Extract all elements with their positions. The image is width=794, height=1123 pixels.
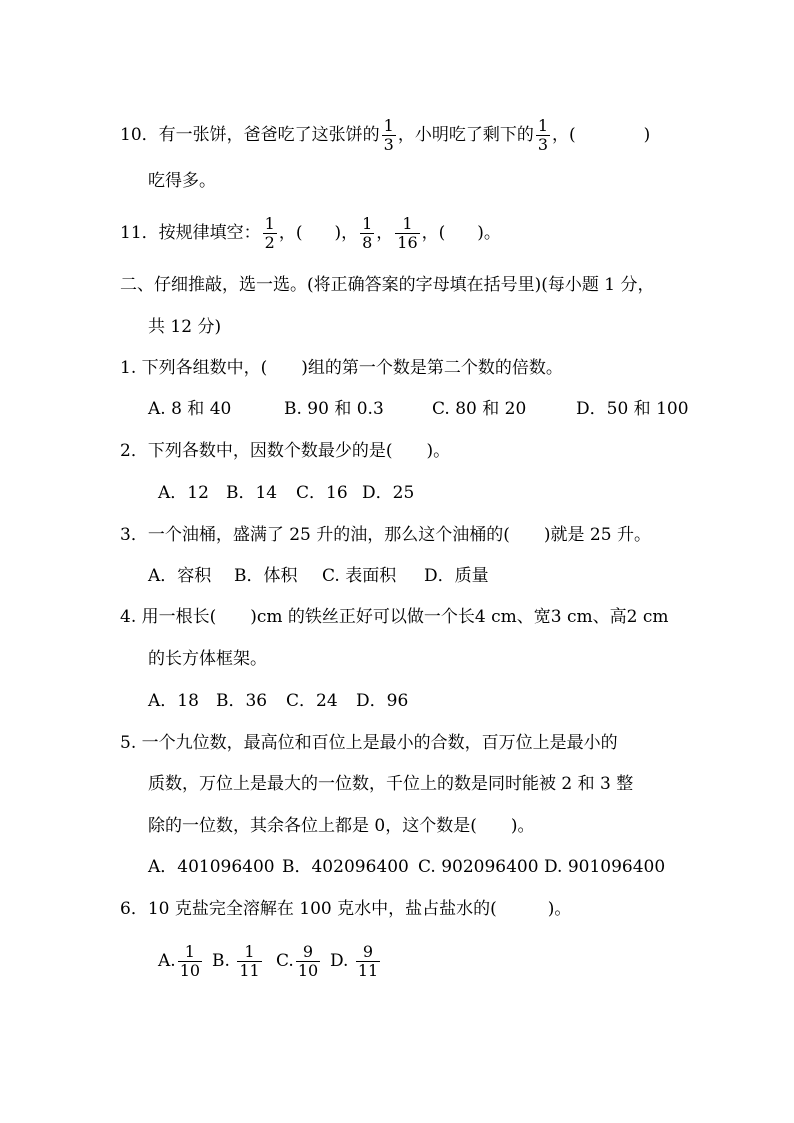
option-c-fraction: $\frac{9}{10}$ (297, 942, 319, 980)
option-c[interactable]: C．16 (296, 483, 348, 503)
option-c[interactable]: C. 表面积 (322, 566, 397, 586)
option-b[interactable]: B．体积 (234, 566, 298, 586)
option-b[interactable]: B. $\frac{1}{11}$ (212, 942, 260, 980)
option-a[interactable]: A．401096400 (148, 857, 275, 877)
option-d[interactable]: D. $\frac{9}{11}$ (330, 942, 379, 980)
q11-text-6: )。 (477, 223, 501, 243)
q10-text-2: ，小明吃了剩下的 (397, 125, 534, 145)
question-6: 6．10 克盐完全溶解在 100 克水中，盐占盐水的( )。 (120, 899, 572, 919)
q10-text-1: 10．有一张饼，爸爸吃了这张饼的 (120, 125, 380, 145)
option-a[interactable]: A．18 (148, 691, 199, 711)
question-5-line-3: 除的一位数，其余各位上都是 0，这个数是( )。 (148, 816, 535, 836)
option-a[interactable]: A. $\frac{1}{10}$ (158, 942, 201, 980)
option-d[interactable]: D．96 (356, 691, 409, 711)
q11-text-2: ，( (278, 223, 303, 243)
question-1-options (148, 398, 689, 420)
question-4-options (148, 690, 408, 712)
question-5-options (148, 856, 665, 878)
q11-fraction-3: $\frac{1}{16}$ (397, 214, 418, 252)
question-11 (120, 214, 501, 252)
q10-fraction-2: $\frac{1}{3}$ (537, 116, 549, 154)
question-2: 2．下列各数中，因数个数最少的是( )。 (120, 441, 451, 461)
question-10-line-2: 吃得多。 (148, 171, 216, 191)
q11-fraction-1: $\frac{1}{2}$ (264, 214, 275, 252)
option-d-fraction: $\frac{9}{11}$ (357, 942, 379, 980)
q11-fraction-2: $\frac{1}{8}$ (362, 214, 373, 252)
option-b[interactable]: B．36 (216, 691, 268, 711)
option-c[interactable]: C．24 (286, 691, 338, 711)
option-b[interactable]: B．14 (226, 483, 278, 503)
q10-fraction-1: $\frac{1}{3}$ (383, 116, 394, 154)
section-2-heading-line-2: 共 12 分) (148, 317, 222, 337)
option-d[interactable]: D．质量 (424, 566, 489, 586)
q11-text-5: ，( (421, 223, 446, 243)
question-6-options (158, 940, 382, 982)
question-10-line-1 (120, 116, 650, 154)
option-a[interactable]: A．12 (158, 483, 209, 503)
question-2-options (158, 482, 414, 504)
option-b-fraction: $\frac{1}{11}$ (239, 942, 260, 980)
q11-text-1: 11．按规律填空： (120, 223, 261, 243)
option-c[interactable]: C. $\frac{9}{10}$ (276, 942, 319, 980)
question-4-line-2: 的长方体框架。 (148, 649, 267, 669)
option-d[interactable]: D. 901096400 (544, 857, 666, 877)
option-b[interactable]: B．402096400 (282, 857, 409, 877)
question-3-options (148, 565, 489, 587)
q10-text-4: ) (643, 125, 651, 145)
section-2-heading: 二、仔细推敲，选一选。(将正确答案的字母填在括号里)(每小题 1 分， (120, 275, 655, 295)
option-a-fraction: $\frac{1}{10}$ (179, 942, 201, 980)
q11-text-4: ， (376, 223, 394, 243)
option-b[interactable]: B. 90 和 0.3 (284, 399, 384, 419)
question-5-line-2: 质数，万位上是最大的一位数，千位上的数是同时能被 2 和 3 整 (148, 774, 634, 794)
option-c[interactable]: C. 902096400 (418, 857, 539, 877)
q10-text-3: ，( (552, 125, 576, 145)
q11-text-3: )， (334, 223, 359, 243)
question-1: 1. 下列各组数中，( )组的第一个数是第二个数的倍数。 (120, 358, 563, 378)
option-a[interactable]: A. 8 和 40 (148, 399, 232, 419)
option-c[interactable]: C. 80 和 20 (432, 399, 527, 419)
option-a[interactable]: A．容积 (148, 566, 212, 586)
question-3: 3．一个油桶，盛满了 25 升的油，那么这个油桶的( )就是 25 升。 (120, 525, 651, 545)
question-4: 4. 用一根长( )cm 的铁丝正好可以做一个长4 cm、宽3 cm、高2 cm (120, 607, 669, 627)
option-d[interactable]: D．50 和 100 (576, 399, 689, 419)
question-5: 5. 一个九位数，最高位和百位上是最小的合数，百万位上是最小的 (120, 733, 618, 753)
option-d[interactable]: D．25 (362, 483, 415, 503)
